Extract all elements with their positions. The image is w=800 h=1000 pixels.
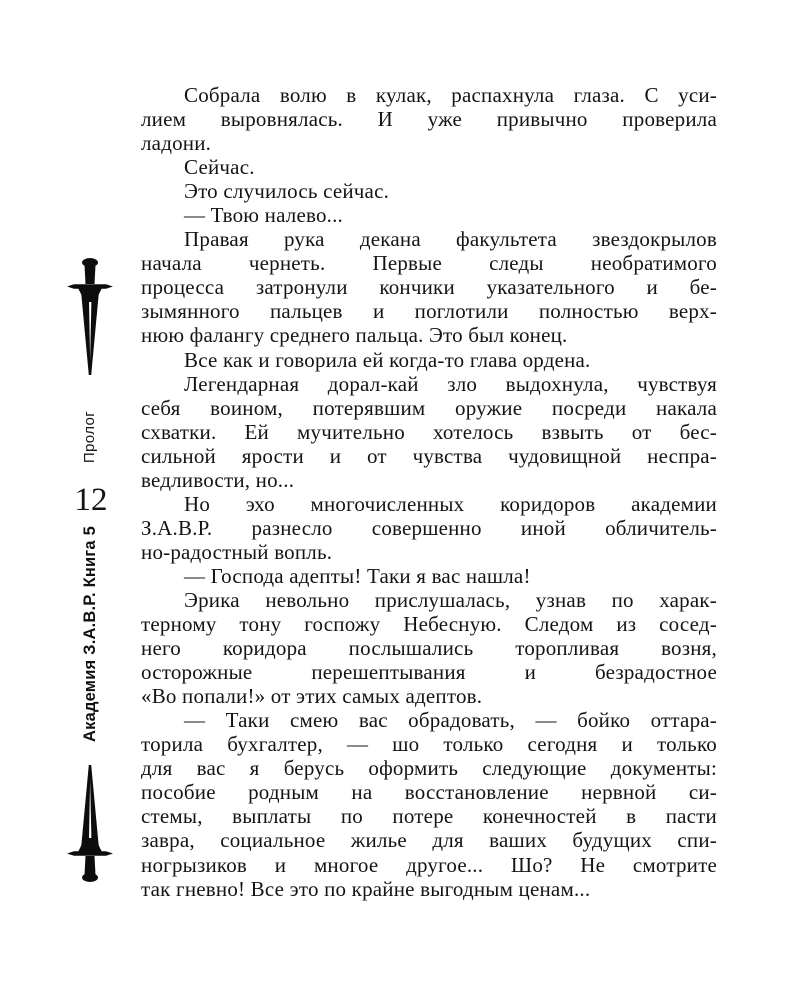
text-line: Но эхо многочисленных коридоров академии: [184, 491, 717, 516]
text-line: но-радостный вопль.: [141, 539, 333, 564]
text-line: для вас я берусь оформить следующие документы:: [141, 756, 717, 781]
page-number: 12: [74, 482, 108, 518]
text-line: нюю фалангу среднего пальца. Это был конец.: [141, 323, 568, 348]
text-line: — Таки смею вас обрадовать, — бойко оттара-: [184, 708, 717, 733]
book-series-label: Академия З.А.В.Р. Книга 5: [81, 526, 99, 742]
text-line: Это случилось сейчас.: [184, 179, 390, 204]
text-line: начала чернеть. Первые следы необратимого: [141, 251, 717, 276]
text-line: Сейчас.: [184, 155, 255, 180]
text-line: лием выровнялась. И уже привычно проверила: [141, 107, 717, 132]
text-line: так гневно! Все это по крайне выгодным ценам...: [141, 876, 591, 901]
text-line: Все как и говорила ей когда-то глава ордена.: [184, 347, 591, 372]
text-line: схватки. Ей мучительно хотелось взвыть от бес-: [141, 419, 717, 444]
text-line: осторожные перешептывания и безрадостное: [141, 660, 717, 685]
text-line: Собрала волю в кулак, распахнула глаза. С уси-: [184, 83, 717, 107]
text-line: себя воином, потерявшим оружие посреди накала: [141, 395, 717, 420]
text-line: ладони.: [141, 131, 212, 156]
text-line: торила бухгалтер, — шо только сегодня и только: [141, 732, 717, 757]
text-line: Легендарная дорал-кай зло выдохнула, чувствуя: [184, 371, 717, 396]
text-line: — Твою налево...: [184, 203, 344, 228]
text-line: стемы, выплаты по потере конечностей в пасти: [141, 804, 717, 829]
text-line: сильной ярости и от чувства чудовищной неспра-: [141, 443, 717, 468]
text-line: зымянного пальцев и поглотили полностью верх-: [141, 299, 717, 324]
text-line: пособие родным на восстановление нервной си-: [141, 780, 717, 805]
text-line: ногрызиков и многое другое... Шо? Не смотрите: [141, 852, 717, 877]
text-line: завра, социальное жилье для ваших будущих спи-: [141, 828, 717, 853]
text-line: Эрика невольно прислушалась, узнав по харак-: [184, 587, 717, 612]
text-line: З.А.В.Р. разнесло совершенно иной обличитель-: [141, 515, 717, 540]
text-line: терному тону госпожу Небесную. Следом из сосед-: [141, 612, 717, 637]
text-line: «Во попали!» от этих самых адептов.: [141, 684, 483, 709]
text-line: Правая рука декана факультета звездокрылов: [184, 227, 717, 252]
text-line: него коридора послышались торопливая возня,: [141, 636, 717, 661]
chapter-label: Пролог: [81, 410, 98, 464]
page-text: [141, 83, 717, 901]
text-line: — Господа адепты! Таки я вас нашла!: [184, 563, 531, 588]
dagger-up-icon: [67, 764, 113, 882]
text-line: процесса затронули кончики указательного и бе-: [141, 275, 717, 300]
text-line: ведливости, но...: [141, 467, 295, 492]
